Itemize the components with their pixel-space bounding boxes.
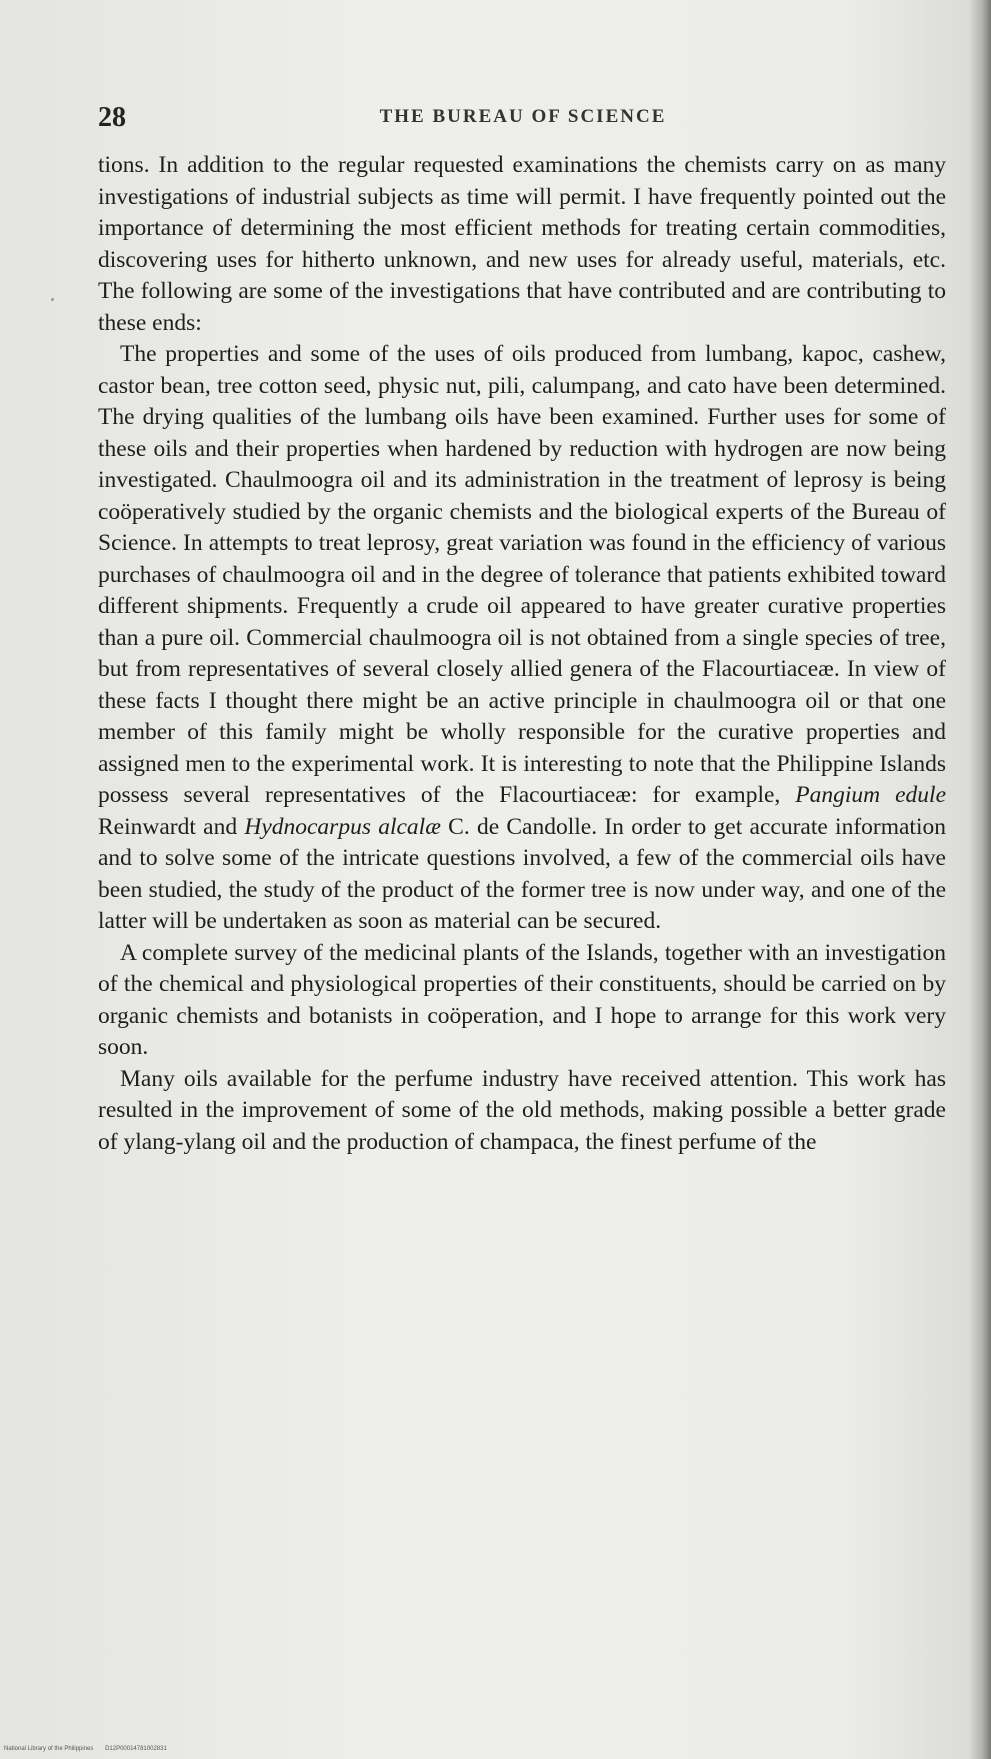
page-edge-shadow	[969, 0, 991, 1759]
species-pangium: Pangium edule	[795, 782, 947, 808]
scan-identifier: D12P00014781002831	[105, 1746, 167, 1752]
page-header	[98, 102, 948, 142]
paragraph-2-rest: C. de Candolle. In order to get accurate information and to solve some of the intricate questions involved, a few of the commercial oils have been studied, the study of the product of the former tree is now under way, and one of the latter will be undertaken as soon as material can be secured.	[98, 813, 946, 934]
paragraph-4: Many oils available for the perfume industry have received attention. This work has resulted in the improvement of some of the old methods, making possible a better grade of ylang-ylang oil and the production of champaca, the finest perfume of the	[98, 1065, 946, 1155]
scan-footer	[4, 1746, 177, 1752]
authority-text: Reinwardt and	[98, 813, 245, 840]
speck	[51, 298, 54, 301]
paragraph-3: A complete survey of the medicinal plants of the Islands, together with an investigation of the chemical and physiological properties of their constituents, should be carried on by organic chemists and botanists in coöperation, and I hope to arrange for this work very soon.	[98, 939, 946, 1060]
body-text	[98, 150, 946, 1158]
library-credit: National Library of the Philippines	[4, 1746, 94, 1752]
page-number: 28	[98, 102, 126, 133]
running-head: THE BUREAU OF SCIENCE	[379, 106, 667, 127]
paragraph-2	[98, 339, 946, 938]
paragraph-2-text: The properties and some of the uses of oils produced from lumbang, kapoc, cashew, castor bean, tree cotton seed, physic nut, pili, calumpang, and cato have been determined. The drying qualities of the lumbang oils have been examined. Further uses for some of these oils and their properties when hardened by reduction with hydrogen are now being investigated. Chaulmoogra oil and its administration in the treatment of leprosy is being coöperatively studied by the organic chemists and the biological experts of the Bureau of Science. In attempts to treat leprosy, great variation was found in the efficiency of various purchases of chaulmoogra oil and in the degree of tolerance that patients exhibited toward different shipments. Frequently a crude oil appeared to have greater curative properties than a pure oil. Commercial chaulmoogra oil is not obtained from a single species of tree, but from representatives of several closely allied genera of the Flacourtiaceæ. In view of these facts I thought there might be an active principle in chaulmoogra oil or that one member of this family might be wholly responsible for the curative properties and assigned men to the experimental work. It is interesting to note that the Philippine Islands possess several representatives of the Flacourtiaceæ: for example,	[98, 341, 946, 808]
paragraph-1: tions. In addition to the regular requested examinations the chemists carry on as many investigations of industrial subjects as time will permit. I have frequently pointed out the importance of determining the most efficient methods for treating certain commodities, discovering uses for hitherto unknown, and new uses for already useful, materials, etc. The following are some of the investigations that have contributed and are contributing to these ends:	[98, 152, 946, 336]
species-hydnocarpus: Hydnocarpus alcalæ	[244, 813, 441, 840]
